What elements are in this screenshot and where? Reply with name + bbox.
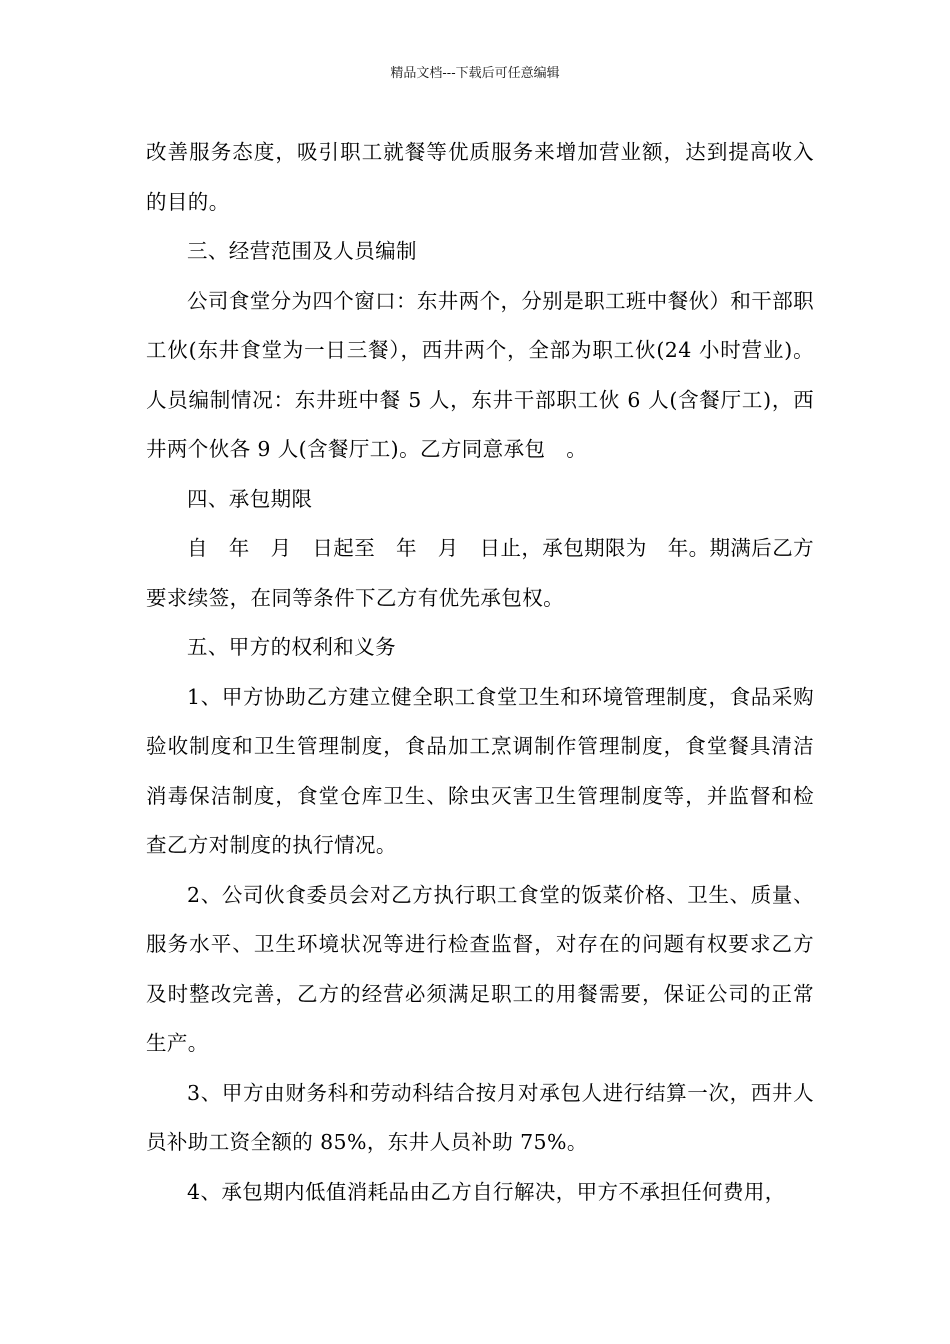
paragraph-intro-continuation: 改善服务态度，吸引职工就餐等优质服务来增加营业额，达到提高收入的目的。 <box>146 140 814 214</box>
paragraph-clause-1: 1、甲方协助乙方建立健全职工食堂卫生和环境管理制度，食品采购验收制度和卫生管理制度，食品加工烹调制作管理制度，食堂餐具清洁消毒保洁制度，食堂仓库卫生、除虫灭害卫生管理制度等，并监督和检查乙方对制度的执行情况。 <box>146 684 814 857</box>
section-heading-scope: 三、经营范围及人员编制 <box>187 239 417 263</box>
paragraph-clause-2: 2、公司伙食委员会对乙方执行职工食堂的饭菜价格、卫生、质量、服务水平、卫生环境状况等进行检查监督，对存在的问题有权要求乙方及时整改完善，乙方的经营必须满足职工的用餐需要，保证公司的正常生产。 <box>146 882 814 1055</box>
section-heading-term: 四、承包期限 <box>187 486 313 511</box>
paragraph-canteen-windows: 公司食堂分为四个窗口：东井两个，分别是职工班中餐伙）和干部职工伙(东井食堂为一日三餐），西井两个，全部为职工伙(24 小时营业)。人员编制情况：东井班中餐 5 人，东井干部职工伙 6 人(含餐厅工)，西井两个伙各 9 人(含餐厅工)。乙方同意承包 。 <box>146 288 814 461</box>
paragraph-contract-term: 自 年 月 日起至 年 月 日止，承包期限为 年。期满后乙方要求续签，在同等条件下乙方有优先承包权。 <box>146 536 814 610</box>
paragraph-clause-4: 4、承包期内低值消耗品由乙方自行解决，甲方不承担任何费用， <box>187 1179 786 1204</box>
section-heading-party-a: 五、甲方的权利和义务 <box>187 635 396 659</box>
paragraph-clause-3: 3、甲方由财务科和劳动科结合按月对承包人进行结算一次，西井人员补助工资全额的 85%，东井人员补助 75%。 <box>146 1080 814 1154</box>
page-header: 精品文档---下载后可任意编辑 <box>390 66 560 81</box>
document-body <box>146 128 814 1217</box>
